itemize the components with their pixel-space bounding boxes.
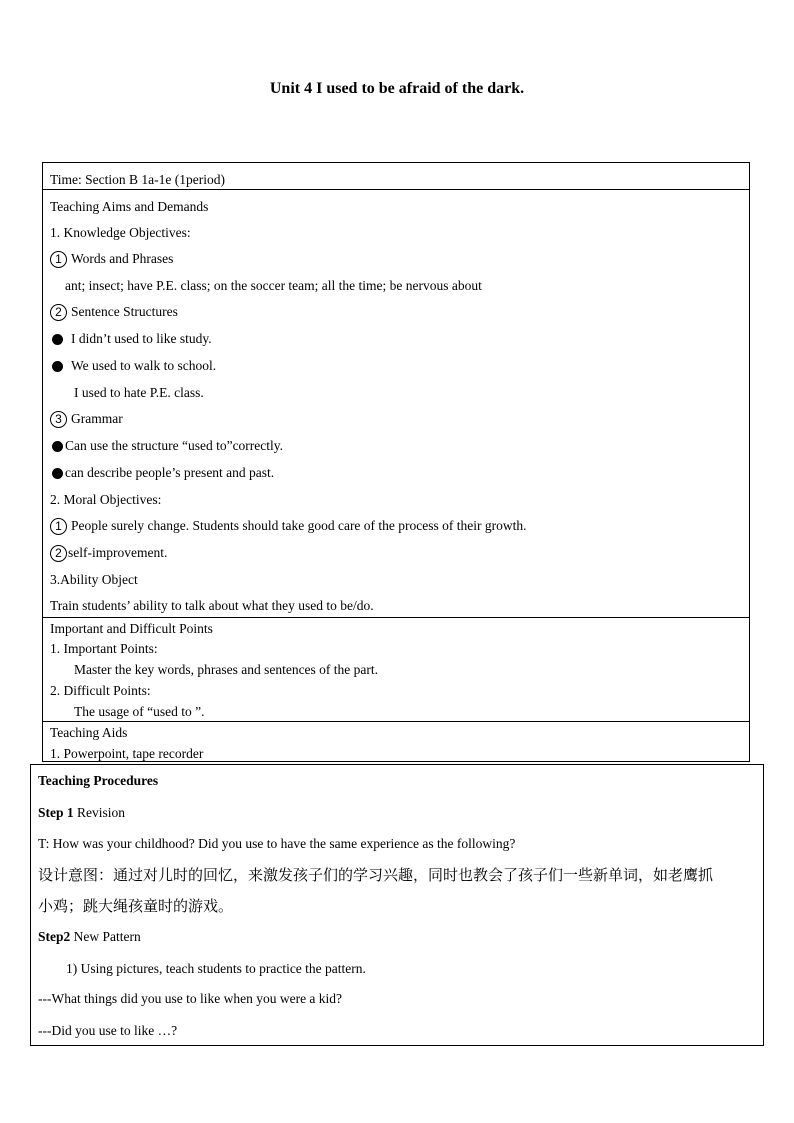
words-list: ant; insect; have P.E. class; on the soccer team; all the time; be nervous about [65,278,482,293]
circled-number: 2 [50,545,67,562]
difficult-points-label: 2. Difficult Points: [50,683,151,698]
difficult-points-text: The usage of “used to ”. [74,704,205,719]
important-points-label: 1. Important Points: [50,641,158,656]
grammar-item: can describe people’s present and past. [52,465,274,481]
circled-number: 1 [50,251,67,268]
ability-object: 3.Ability Object [50,572,138,587]
aims-heading: Teaching Aims and Demands [50,199,209,214]
circled-number: 1 [50,518,67,535]
sentence-item: We used to walk to school. [52,358,216,374]
design-intent-line2: 小鸡；跳大绳孩童时的游戏。 [38,897,234,915]
aids-heading: Teaching Aids [50,725,128,740]
grammar-heading: 3 Grammar [50,411,123,428]
bullet-icon [52,441,63,452]
sentence-structures-heading: 2 Sentence Structures [50,304,178,321]
document-title: Unit 4 I used to be afraid of the dark. [269,80,525,97]
procedures-heading: Teaching Procedures [38,773,159,788]
step2: Step2 New Pattern [38,929,141,944]
ability-text: Train students’ ability to talk about what they used to be/do. [50,598,374,613]
words-phrases-heading: 1 Words and Phrases [50,251,173,268]
procedures-box [30,764,764,1046]
design-intent-line1: 设计意图：通过对儿时的回忆，来激发孩子们的学习兴趣，同时也教会了孩子们一些新单词，如老鹰抓 [38,866,714,884]
step2-item: 1) Using pictures, teach students to practice the pattern. [66,961,366,976]
sentence-item: I didn’t used to like study. [52,331,212,347]
bullet-icon [52,361,63,372]
row-divider [43,721,749,722]
moral-objectives: 2. Moral Objectives: [50,492,162,507]
sentence-item: I used to hate P.E. class. [74,385,204,400]
points-heading: Important and Difficult Points [50,621,213,636]
question-line: ---Did you use to like …? [38,1023,178,1038]
row-divider [43,617,749,618]
step1: Step 1 Revision [38,805,126,820]
aids-item: 1. Powerpoint, tape recorder [50,746,204,761]
circled-number: 2 [50,304,67,321]
knowledge-objectives: 1. Knowledge Objectives: [50,225,191,240]
grammar-item: Can use the structure “used to”correctly. [52,438,283,454]
important-points-text: Master the key words, phrases and sentences of the part. [74,662,379,677]
time-row: Time: Section B 1a-1e (1period) [50,172,225,187]
moral-item: 1 People surely change. Students should take good care of the process of their growth. [50,518,527,535]
bullet-icon [52,468,63,479]
row-divider [43,189,749,190]
moral-item: 2 self-improvement. [50,545,167,562]
circled-number: 3 [50,411,67,428]
step1-question: T: How was your childhood? Did you use to have the same experience as the following? [38,836,516,851]
bullet-icon [52,334,63,345]
question-line: ---What things did you use to like when you were a kid? [38,991,343,1006]
lesson-plan-table [42,162,750,762]
